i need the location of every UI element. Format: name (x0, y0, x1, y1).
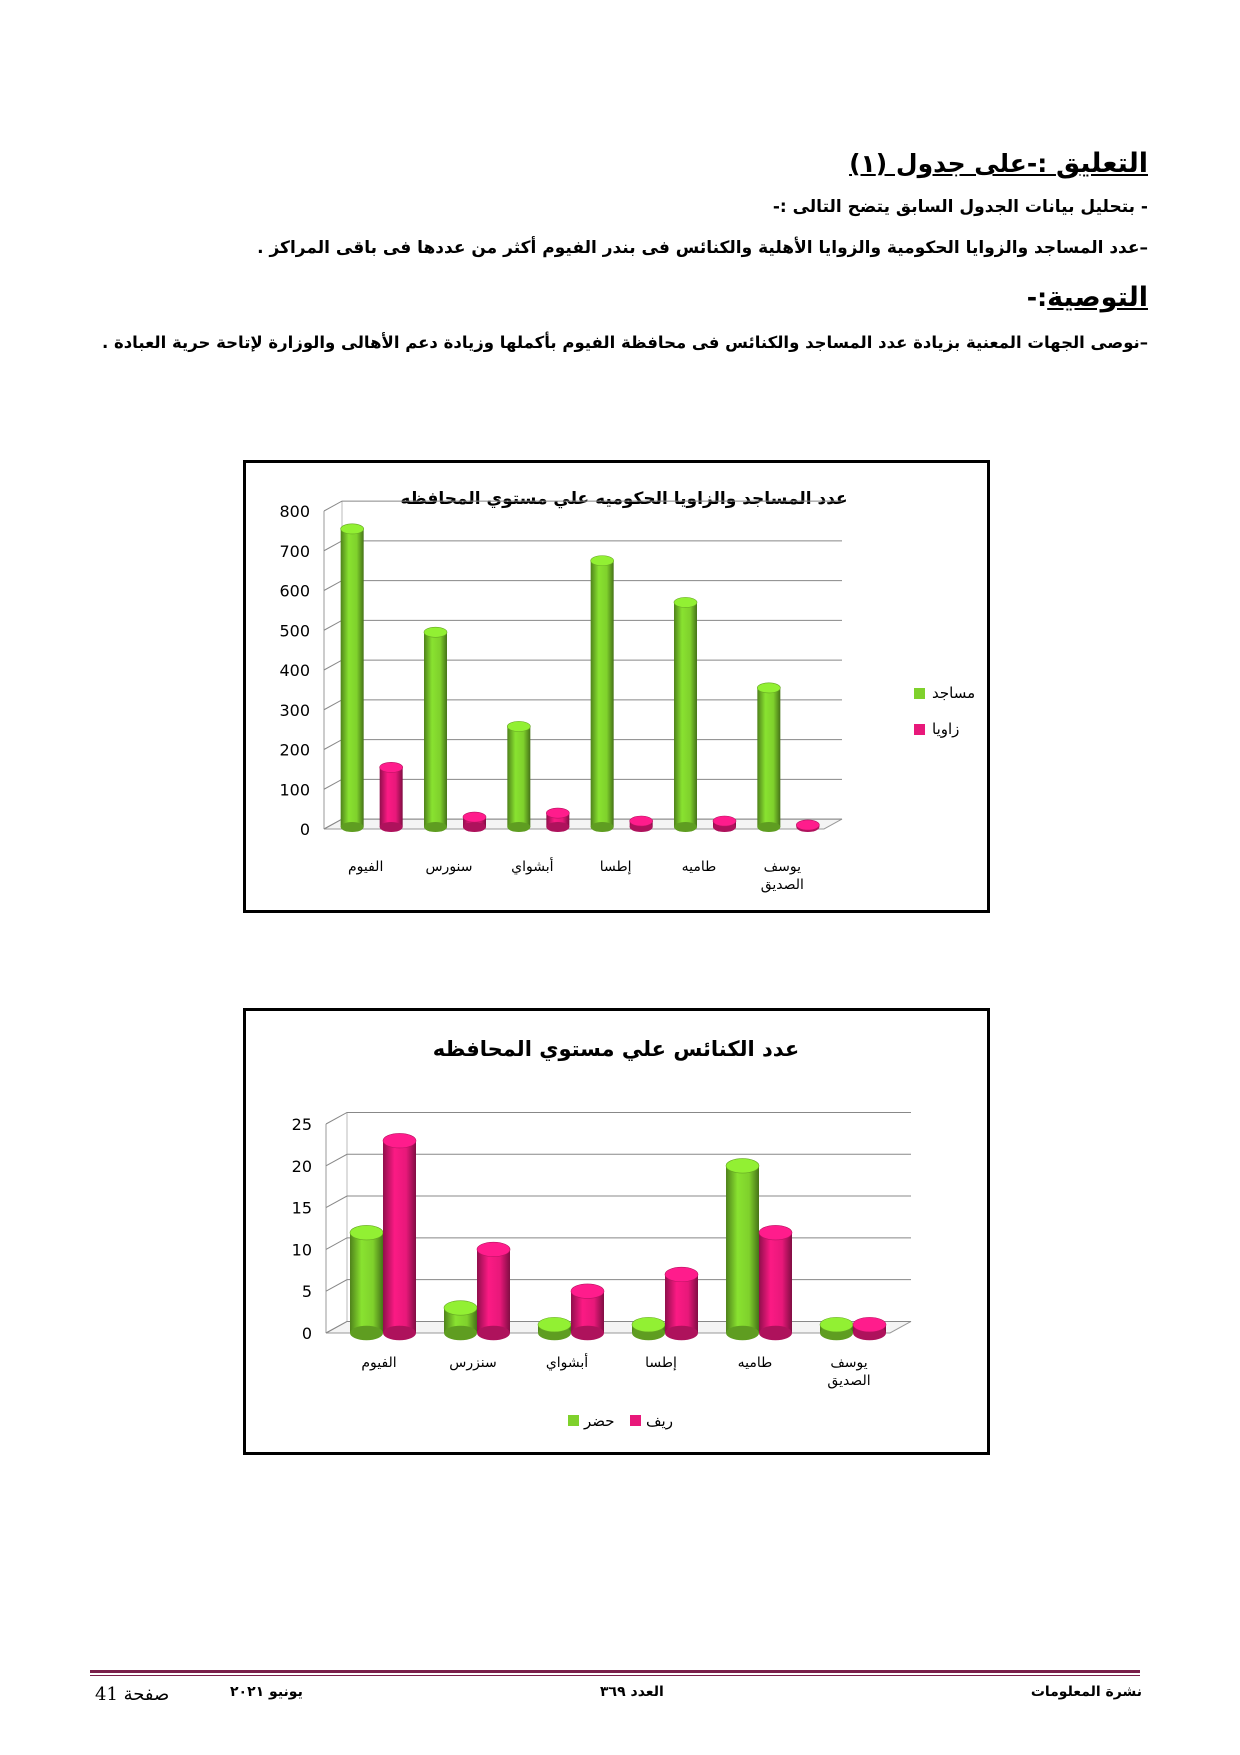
comment-heading-main: التعليق (1055, 148, 1148, 179)
bar (757, 683, 780, 832)
y-tick-label: 300 (279, 700, 310, 720)
gridline (324, 581, 842, 591)
bar (571, 1284, 604, 1340)
bar (759, 1225, 792, 1340)
bar (341, 524, 364, 832)
recommendation-line: –نوصى الجهات المعنية بزيادة عدد المساجد والكنائس فى محافظة الفيوم بأكملها وزيادة دعم الأهالى والوزارة لإتاحة حرية العبادة . (101, 333, 1148, 352)
bar (713, 816, 736, 832)
x-tick-label: يوسف الصديق (760, 859, 804, 893)
bar (853, 1317, 886, 1340)
x-tick-label: أبشواي (545, 1355, 589, 1371)
bar (538, 1317, 571, 1340)
gridline (324, 541, 842, 551)
y-tick-label: 10 (291, 1240, 312, 1260)
churches-chart-svg (246, 1011, 987, 1452)
comment-line-2: –عدد المساجد والزوايا الحكومية والزوايا الأهلية والكنائس فى بندر الفيوم أكثر من عددها فى باقى المراكز . (257, 238, 1148, 258)
bar (591, 556, 614, 832)
comment-line-1: - بتحليل بيانات الجدول السابق يتضح التالى :- (772, 197, 1148, 217)
bar (632, 1317, 665, 1340)
y-tick-label: 5 (301, 1282, 312, 1302)
bar (424, 627, 447, 832)
y-tick-label: 700 (279, 541, 310, 561)
bar (350, 1225, 383, 1340)
mosques-chart (243, 460, 990, 913)
bar (383, 1133, 416, 1340)
bar (665, 1267, 698, 1340)
footer-issue: العدد ٣٦٩ (600, 1684, 664, 1700)
footer-page-number: صفحة 41 (95, 1684, 170, 1705)
bar (820, 1317, 853, 1340)
y-tick-label: 400 (279, 661, 310, 680)
y-tick-label: 20 (291, 1156, 312, 1176)
x-tick-label: أبشواي (511, 859, 554, 875)
chart-title: عدد المساجد والزاويا الحكوميه علي مستوي المحافظه (400, 489, 848, 509)
x-tick-label: سنزرس (449, 1355, 497, 1371)
footer-rule-thin (90, 1675, 1140, 1676)
legend-label: حضر (584, 1412, 615, 1430)
comment-heading-rest: :-على جدول (١) (849, 149, 1056, 178)
gridline (326, 1112, 911, 1124)
x-tick-label: طاميه (737, 1355, 773, 1371)
recommendation-heading-main: التوصية (1047, 282, 1148, 313)
churches-chart (243, 1008, 990, 1455)
y-tick-label: 200 (279, 740, 310, 760)
bar (380, 762, 403, 832)
x-tick-label: الفيوم (347, 859, 384, 875)
bar (546, 808, 569, 832)
y-tick-label: 600 (279, 581, 310, 601)
x-tick-label: الفيوم (361, 1355, 397, 1371)
legend-label: زاويا (932, 720, 960, 738)
y-tick-label: 100 (279, 780, 310, 800)
legend-swatch (914, 688, 925, 699)
x-tick-label: إطسا (645, 1355, 677, 1371)
bar (674, 597, 697, 832)
comment-heading (849, 148, 1148, 179)
bar (463, 812, 486, 832)
footer-publication: نشرة المعلومات (1030, 1684, 1142, 1700)
legend-swatch (914, 724, 925, 735)
legend-swatch (630, 1415, 641, 1426)
y-tick-label: 0 (299, 820, 310, 839)
gridline (324, 660, 842, 670)
footer-date: يونيو ٢٠٢١ (230, 1684, 303, 1700)
x-tick-label: يوسف الصديق (827, 1355, 871, 1389)
y-tick-label: 15 (291, 1198, 312, 1218)
gridline (324, 620, 842, 630)
chart-title: عدد الكنائس علي مستوي المحافظه (432, 1037, 800, 1061)
x-tick-label: سنورس (425, 859, 473, 875)
x-tick-label: إطسا (599, 859, 632, 875)
bar (630, 816, 653, 832)
recommendation-heading-rest: :- (1026, 283, 1048, 312)
bar (477, 1242, 510, 1340)
legend-swatch (568, 1415, 579, 1426)
y-tick-label: 500 (279, 621, 310, 641)
bar (507, 721, 530, 832)
x-tick-label: طاميه (681, 859, 717, 875)
mosques-chart-svg (246, 463, 987, 910)
y-tick-label: 25 (291, 1115, 312, 1134)
legend-label: ريف (646, 1412, 673, 1430)
y-tick-label: 800 (279, 502, 310, 521)
y-tick-label: 0 (301, 1324, 312, 1343)
bar (726, 1159, 759, 1341)
recommendation-heading (1027, 282, 1148, 313)
footer-rule (90, 1670, 1140, 1673)
legend-label: مساجد (932, 684, 976, 702)
bar (444, 1301, 477, 1341)
bar (796, 820, 819, 832)
